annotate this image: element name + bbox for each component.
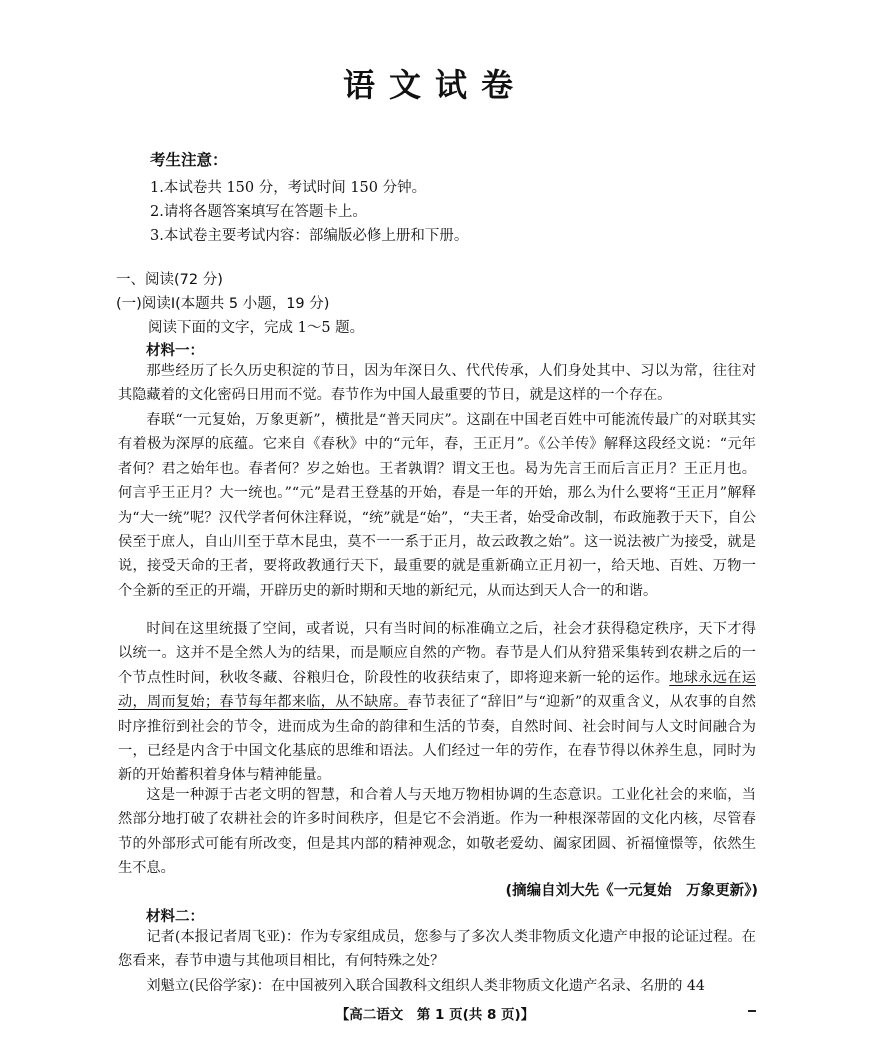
material-one-paragraph: 那些经历了长久历史积淀的节日，因为年深日久、代代传承，人们身处其中、习以为常，往往对其隐藏着的文化密码日用而不觉。春节作为中国人最重要的节日，就是这样的一个存在。 — [118, 363, 756, 404]
paragraph-text: 春节表征了“辞旧”与“迎新”的双重含义，从农事的自然时序推衍到社会的节令，进而成为生命的韵律和生活的节奏，自然时间、社会时间与人文时间融合为一，已经是内含于中国文化基底的思维和语法。人们经过一年的劳作，在春节得以休养生息，同时为新的开始蓄积着身体与精神能量。 — [118, 694, 756, 784]
material-one-source: (摘编自刘大先《一元复始 万象更新》) — [505, 883, 758, 899]
notice-item: 2.请将各题答案填写在答题卡上。 — [150, 204, 367, 220]
material-one-paragraph: 这是一种源于古老文明的智慧，和合着人与天地万物相协调的生态意识。工业化社会的来临，当然部分地打破了农耕社会的许多时间秩序，但是它不会消逝。作为一种根深蒂固的文化内核，尽管春节的外部形式可能有所改变，但是其内部的精神观念，如敬老爱幼、阖家团圆、祈福憧憬等，依然生生不息。 — [118, 787, 756, 877]
material-two-paragraph: 记者(本报记者周飞亚)：作为专家组成员，您参与了多次人类非物质文化遗产申报的论证过程。在您看来，春节申遗与其他项目相比，有何特殊之处？ — [118, 929, 756, 970]
section-heading: 一、阅读(72 分) — [116, 272, 223, 288]
footer-mark — [748, 1010, 756, 1012]
material-one-paragraph: 春联“一元复始，万象更新”，横批是“普天同庆”。这副在中国老百姓中可能流传最广的对联其实有着极为深厚的底蕴。它来自《春秋》中的“元年，春，王正月”。《公羊传》解释这段经文说：“元年者何？君之始年也。春者何？岁之始也。王者孰谓？谓文王也。曷为先言王而后言正月？王正月也。何言乎王正月？大一统也。”“元”是君王登基的开始，春是一年的开始，那么为什么要将“王正月”解释为“大一统”呢？汉代学者何休注释说，“统”就是“始”，“夫王者，始受命改制，布政施教于天下，自公侯至于庶人，自山川至于草木昆虫，莫不一一系于正月，故云政教之始”。这一说法被广为接受，就是说，接受天命的王者，要将政教通行天下，最重要的就是重新确立正月初一，给天地、百姓、万物一个全新的至正的开端，开辟历史的新时期和天地的新纪元，从而达到天人合一的和谐。 — [118, 412, 756, 599]
page-footer: 【高二语文 第 1 页(共 8 页)】 — [335, 1007, 535, 1023]
subsection-heading: (一)阅读Ⅰ(本题共 5 小题，19 分) — [116, 296, 330, 312]
material-two-paragraph: 刘魁立(民俗学家)：在中国被列入联合国教科文组织人类非物质文化遗产名录、名册的 44 — [146, 978, 705, 994]
underlined-sentence: 地球永远在运动，周而复始；春节每年都来临，从不缺席。 — [118, 669, 756, 711]
notice-item: 3.本试卷主要考试内容：部编版必修上册和下册。 — [150, 228, 469, 244]
notice-title: 考生注意： — [150, 151, 228, 169]
material-one-label: 材料一： — [146, 343, 204, 359]
page-title: 语文试卷 — [342, 66, 527, 104]
paragraph-text: 时间在这里统摄了空间，或者说，只有当时间的标准确立之后，社会才获得稳定秩序，天下才得以统一。这并不是全然人为的结果，而是顺应自然的产物。春节是人们从狩猎采集转到农耕之后的一个节点性时间，秋收冬藏、谷粮归仓，阶段性的收获结束了，即将迎来新一轮的运作。 — [118, 621, 756, 686]
material-two-label: 材料二： — [146, 909, 204, 925]
notice-item: 1.本试卷共 150 分，考试时间 150 分钟。 — [150, 180, 427, 196]
reading-instruction: 阅读下面的文字，完成 1～5 题。 — [148, 320, 365, 336]
material-one-paragraph — [118, 617, 756, 788]
